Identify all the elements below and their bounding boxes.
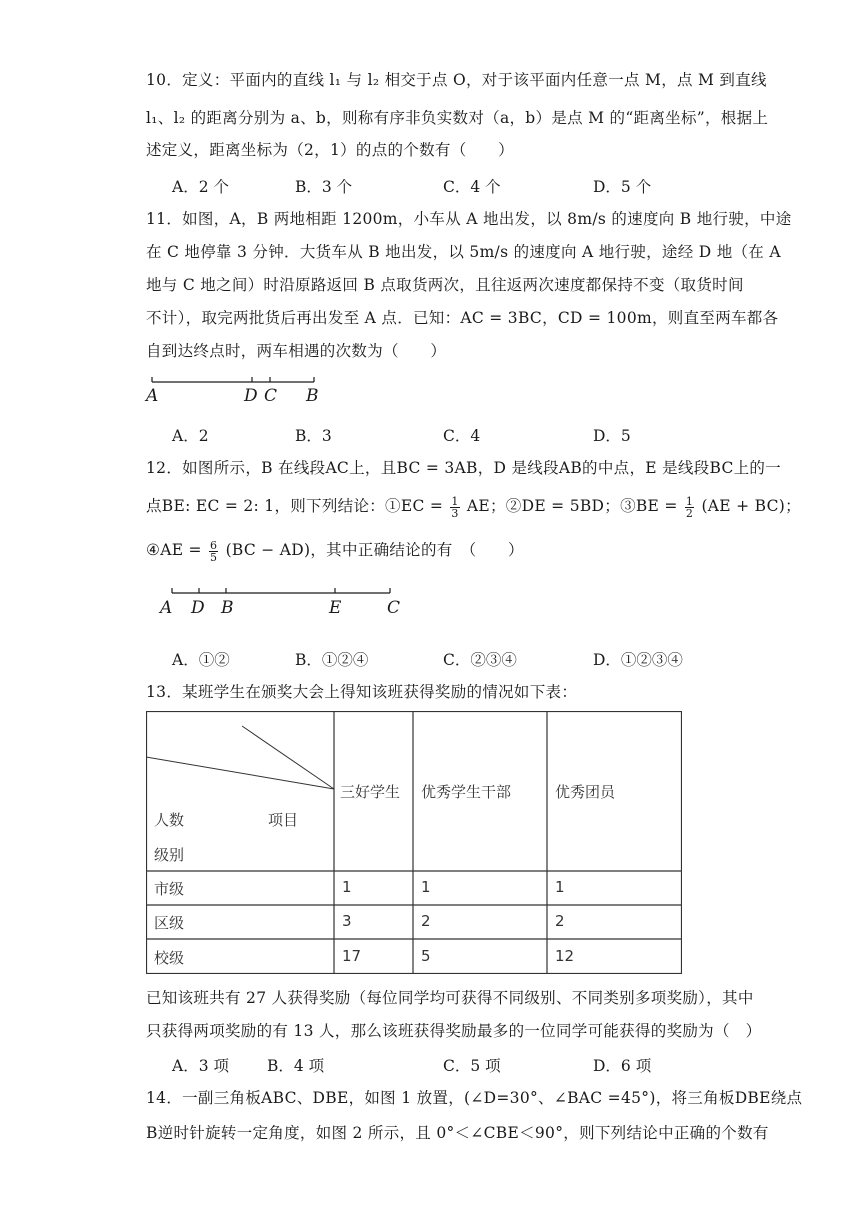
q12-option-a[interactable]: A．①② [172, 651, 230, 669]
q11-line-1: 11．如图，A，B 两地相距 1200m，小车从 A 地出发，以 8m/s 的速度向 B 地行驶，中途 [146, 210, 792, 228]
table-cell: 1 [555, 878, 565, 896]
q12-line-3-part-b: (BC − AD)，其中正确结论的有 （ ） [220, 541, 524, 559]
q13-option-c[interactable]: C．5 项 [443, 1057, 501, 1075]
q10-line-2: l₁、l₂ 的距离分别为 a、b，则称有序非负实数对（a，b）是点 M 的“距离坐标”，根据上 [146, 109, 769, 127]
q11-label-d: D [244, 386, 258, 406]
q13-line-1: 13．某班学生在颁奖大会上得知该班获得奖励的情况如下表： [146, 683, 578, 701]
q11-line-5: 自到达终点时，两车相遇的次数为（ ） [146, 342, 447, 360]
q13-option-b[interactable]: B．4 项 [267, 1057, 325, 1075]
q14-line-2: B逆时针旋转一定角度，如图 2 所示，且 0°＜∠CBE＜90°，则下列结论中正确的个数有 [146, 1124, 769, 1142]
table-cell: 17 [342, 947, 362, 965]
q12-line-1: 12．如图所示，B 在线段AC上，且BC = 3AB，D 是线段AB的中点，E 是线段BC上的一 [146, 459, 782, 477]
q12-option-b[interactable]: B．①②④ [295, 651, 369, 669]
corner-diagonal-2 [242, 726, 334, 789]
q11-label-a: A [146, 386, 159, 406]
q12-fraction-1 [450, 496, 459, 519]
q12-fraction-3 [209, 540, 218, 563]
q11-line-3: 地与 C 地之间）时沿原路返回 B 点取货两次，且往返两次速度都保持不变（取货时间 [146, 276, 744, 294]
table-cell: 2 [555, 912, 565, 930]
q11-option-b[interactable]: B．3 [295, 427, 332, 445]
q11-line-2: 在 C 地停靠 3 分钟．大货车从 B 地出发，以 5m/s 的速度向 A 地行驶，途经 D 地（在 A [146, 243, 781, 261]
awards-table [146, 711, 682, 974]
q12-line-3-part-a: ④AE = [146, 541, 208, 559]
q12-line-2-part-a: 点BE: EC = 2: 1，则下列结论：①EC = [146, 497, 449, 515]
q11-line-4: 不计），取完两批货后再出发至 A 点．已知：AC = 3BC，CD = 100m，则直至两车都各 [146, 309, 779, 327]
q10-option-a[interactable]: A．2 个 [172, 178, 229, 196]
q12-fraction-3-num: 6 [210, 538, 218, 552]
header-cadre: 优秀学生干部 [421, 783, 512, 801]
awards-table-grid [146, 711, 682, 974]
q12-line-2 [146, 494, 801, 519]
q12-fraction-3-den: 5 [210, 550, 218, 564]
table-cell: 12 [555, 947, 575, 965]
q12-label-d: D [191, 598, 205, 618]
q13-option-d[interactable]: D．6 项 [593, 1057, 652, 1075]
q12-fraction-2 [685, 496, 694, 519]
q11-label-c: C [264, 386, 278, 406]
q11-segment-figure [146, 374, 326, 410]
q10-line-1: 10．定义：平面内的直线 l₁ 与 l₂ 相交于点 O，对于该平面内任意一点 M，点 M 到直线 [146, 71, 767, 89]
q12-line-3 [146, 538, 524, 563]
corner-item-label: 项目 [268, 811, 299, 829]
row-level-district: 区级 [154, 914, 185, 932]
table-cell: 1 [421, 878, 431, 896]
q12-fraction-1-den: 3 [451, 506, 459, 520]
table-cell: 2 [421, 912, 431, 930]
table-cell: 1 [342, 878, 352, 896]
q12-label-b: B [221, 598, 234, 618]
q11-option-d[interactable]: D．5 [593, 427, 631, 445]
q12-fraction-1-num: 1 [451, 494, 459, 508]
q12-label-e: E [329, 598, 342, 618]
q12-label-a: A [160, 598, 173, 618]
q10-option-c[interactable]: C．4 个 [443, 178, 501, 196]
row-level-city: 市级 [154, 880, 185, 898]
header-league: 优秀团员 [555, 783, 616, 801]
q11-option-a[interactable]: A．2 [172, 427, 209, 445]
q14-line-1: 14．一副三角板ABC、DBE，如图 1 放置，(∠D=30°、∠BAC =45°)，将三角板DBE绕点 [146, 1089, 803, 1107]
q13-line-2: 已知该班共有 27 人获得奖励（每位同学均可获得不同级别、不同类别多项奖励），其中 [146, 989, 754, 1007]
table-cell: 3 [342, 912, 352, 930]
q13-option-a[interactable]: A．3 项 [172, 1057, 229, 1075]
q10-line-3: 述定义，距离坐标为（2，1）的点的个数有（ ） [146, 141, 514, 159]
q10-option-b[interactable]: B．3 个 [295, 178, 353, 196]
corner-level-label: 级别 [154, 846, 185, 864]
corner-diagonal-1 [146, 757, 334, 789]
q12-option-c[interactable]: C．②③④ [443, 651, 517, 669]
q13-line-3: 只获得两项奖励的有 13 人，那么该班获得奖励最多的一位同学可能获得的奖励为（ ） [146, 1022, 762, 1040]
table-cell: 5 [421, 947, 431, 965]
q12-option-d[interactable]: D．①②③④ [593, 651, 683, 669]
corner-people-label: 人数 [154, 811, 185, 829]
q12-line-2-part-b: AE；②DE = 5BD；③BE = [461, 497, 683, 515]
q11-label-b: B [306, 386, 319, 406]
q12-fraction-2-den: 2 [685, 506, 694, 520]
row-level-school: 校级 [154, 949, 185, 967]
q12-line-2-part-c: (AE + BC)； [696, 497, 801, 515]
q12-label-c: C [387, 598, 401, 618]
q12-fraction-2-num: 1 [685, 494, 694, 508]
q11-option-c[interactable]: C．4 [443, 427, 481, 445]
q10-option-d[interactable]: D．5 个 [593, 178, 652, 196]
header-sanhao: 三好学生 [340, 783, 401, 801]
